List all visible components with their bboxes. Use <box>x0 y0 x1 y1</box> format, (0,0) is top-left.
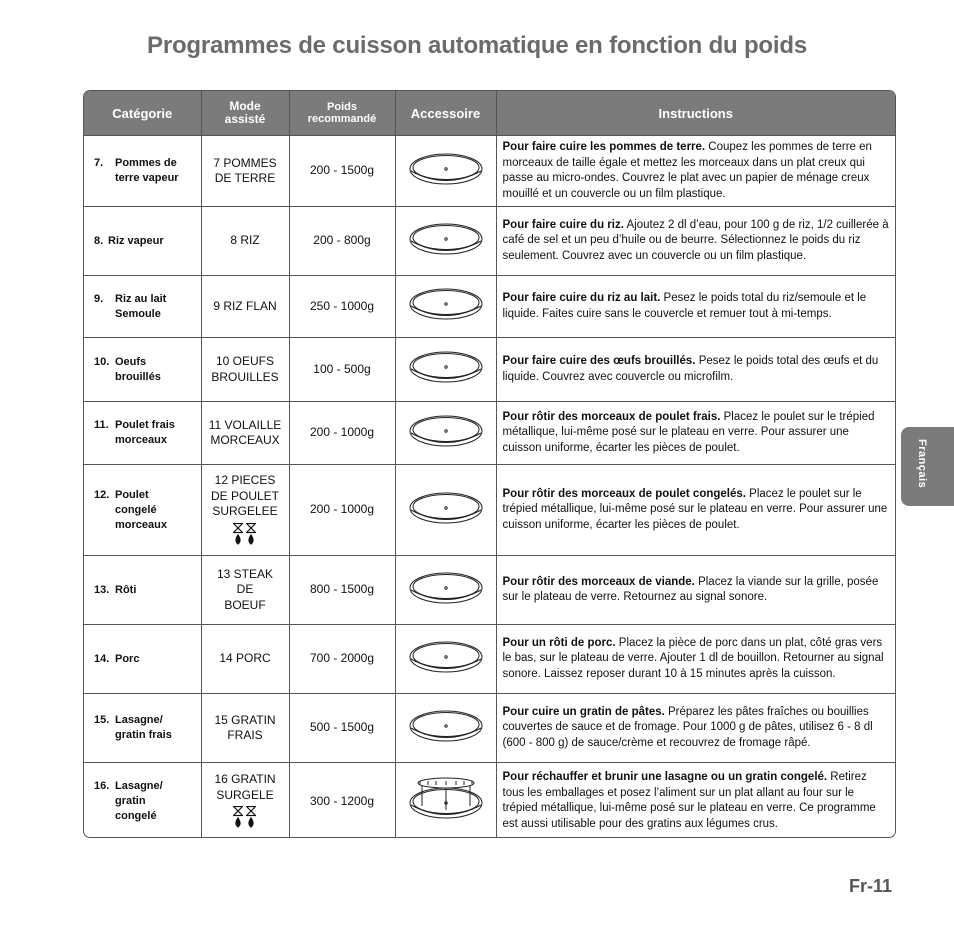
mode-cell <box>201 556 289 625</box>
category-name <box>108 234 164 249</box>
mode-cell <box>201 694 289 763</box>
category-content <box>94 652 195 667</box>
header-mode <box>201 91 289 136</box>
category-content <box>94 488 195 533</box>
category-line: Riz au lait <box>115 292 167 305</box>
program-number: 9. <box>94 292 104 305</box>
mode-cell <box>201 625 289 694</box>
weight-cell: 200 - 800g <box>289 207 395 276</box>
table-row <box>84 276 895 338</box>
category-content <box>94 355 195 385</box>
accessory-cell <box>395 625 496 694</box>
page-title: Programmes de cuisson automatique en fonction du poids <box>147 32 807 59</box>
glass-tray-icon <box>408 348 484 386</box>
category-line: Pommes de <box>115 157 177 169</box>
program-number: 10. <box>94 355 110 368</box>
instructions-cell <box>496 625 895 694</box>
mode-cell <box>201 402 289 465</box>
weight-cell: 800 - 1500g <box>289 556 395 625</box>
mode-line: 9 RIZ FLAN <box>213 298 277 313</box>
category-content <box>94 156 195 186</box>
mode-cell <box>201 207 289 276</box>
category-cell <box>84 556 201 625</box>
glass-tray-icon <box>408 569 484 607</box>
category-line: morceaux <box>115 434 167 446</box>
category-line: Semoule <box>115 307 161 320</box>
category-line: gratin <box>115 794 146 807</box>
category-line: Oeufs <box>115 355 147 368</box>
program-number: 14. <box>94 652 110 665</box>
table-row <box>84 465 895 556</box>
accessory-cell <box>395 402 496 465</box>
category-cell <box>84 136 201 207</box>
accessory-cell <box>395 556 496 625</box>
mode-line: BOEUF <box>224 597 266 612</box>
category-name <box>115 779 163 824</box>
mode-cell <box>201 338 289 402</box>
weight-cell: 700 - 2000g <box>289 625 395 694</box>
mode-line: FRAIS <box>227 728 263 742</box>
accessory-cell <box>395 136 496 207</box>
language-tab-label: Français <box>916 439 928 489</box>
weight-cell: 100 - 500g <box>289 338 395 402</box>
glass-tray-icon <box>408 489 484 527</box>
category-line: morceaux <box>115 518 167 531</box>
program-number: 13. <box>94 583 110 596</box>
mode-line: 10 OEUFS <box>215 354 275 368</box>
table-row <box>84 136 895 207</box>
instructions-text: Pesez le poids total du riz/semoule et le liquide. Faites cuire sans le couvercle et remuer tout à mi-temps. <box>502 292 867 320</box>
mode-line: DE POULET <box>210 488 279 503</box>
category-content <box>94 583 195 598</box>
category-name <box>115 355 161 385</box>
mode-cell <box>201 136 289 207</box>
instructions-heading: Pour rôtir des morceaux de poulet congelés. <box>502 487 746 500</box>
mode-line: 14 PORC <box>219 651 271 666</box>
category-line: congelé <box>115 809 157 822</box>
mode-line: 11 VOLAILLE <box>208 417 282 432</box>
weight-cell: 500 - 1500g <box>289 694 395 763</box>
program-number: 16. <box>94 779 110 792</box>
instructions-text: Coupez les pommes de terre en morceaux de taille égale et mettez les morceaux dans un plat creux qui passe au micro-ondes. Couvrez le plat avec un papier de ménage creux mouillé et un couvercle ou un film plastique. <box>502 141 872 200</box>
weight-cell: 200 - 1000g <box>289 465 395 556</box>
instructions-text: Placez le poulet sur le trépied métallique, lui-même posé sur le plateau en verre. Pour assurer une cuisson uniforme, écarter les pièces de poulet. <box>502 410 875 454</box>
category-name <box>115 652 139 667</box>
instructions-heading: Pour un rôti de porc. <box>502 636 616 649</box>
header-mode-line2: assisté <box>224 112 266 126</box>
category-line: Rôti <box>115 583 137 596</box>
language-tab <box>901 427 954 506</box>
category-line: terre vapeur <box>115 172 179 184</box>
instructions-cell <box>496 556 895 625</box>
category-cell <box>84 625 201 694</box>
instructions-heading: Pour rôtir des morceaux de poulet frais. <box>502 410 721 423</box>
instructions-text: Placez le poulet sur le trépied métallique, lui-même posé sur le plateau en verre. Pour assurer une cuisson uniforme, écarter les pièces de poulet. <box>502 487 888 531</box>
instructions-cell <box>496 763 895 839</box>
category-cell <box>84 207 201 276</box>
program-number: 8. <box>94 234 104 247</box>
weight-cell: 300 - 1200g <box>289 763 395 839</box>
category-content <box>94 234 195 249</box>
mode-line: DE TERRE <box>214 171 276 185</box>
instructions-cell <box>496 402 895 465</box>
instructions-text: Retirez tous les emballages et posez l’aliment sur un plat allant au four sur le trépied métallique, lui-même posé sur le plateau en verre. Ce programme est aussi utilisable pour des gratins aux légumes crus. <box>502 771 876 830</box>
instructions-heading: Pour faire cuire du riz. <box>502 218 624 231</box>
program-number: 12. <box>94 488 110 501</box>
category-line: Lasagne/ <box>115 714 163 726</box>
rack-on-tray-icon <box>408 776 484 822</box>
accessory-cell <box>395 763 496 839</box>
accessory-cell <box>395 465 496 556</box>
mode-cell <box>201 763 289 839</box>
instructions-cell <box>496 276 895 338</box>
glass-tray-icon <box>408 150 484 188</box>
category-name <box>115 488 167 533</box>
table-row <box>84 694 895 763</box>
category-line: brouillés <box>115 370 161 383</box>
mode-line: BROUILLES <box>211 369 279 384</box>
glass-tray-icon <box>408 638 484 676</box>
glass-tray-icon <box>408 412 484 450</box>
frozen-defrost-icon <box>231 523 259 547</box>
page-number: Fr-11 <box>849 876 893 896</box>
instructions-cell <box>496 136 895 207</box>
header-instructions: Instructions <box>496 91 895 136</box>
header-weight-line2: recommandé <box>307 113 377 125</box>
category-name <box>115 583 136 598</box>
category-line: Riz vapeur <box>108 234 164 247</box>
instructions-heading: Pour faire cuire du riz au lait. <box>502 292 661 304</box>
weight-cell: 250 - 1000g <box>289 276 395 338</box>
instructions-text: Placez la pièce de porc dans un plat, côté gras vers le bas, sur le plateau de verre. Ajouter 1 dl de bouillon. Retourner au signal sonore. Laissez reposer durant 10 à 15 minutes après la cuisson. <box>502 636 884 680</box>
category-line: congelé <box>115 503 157 516</box>
weight-cell: 200 - 1000g <box>289 402 395 465</box>
category-content <box>94 713 195 743</box>
instructions-text: Ajoutez 2 dl d’eau, pour 100 g de riz, 1/2 cuillerée à café de sel et un peu d’huile ou de beurre. Sélectionnez le poids du riz seulement. Couvrez avec un couvercle ou un film plastique. <box>502 218 889 262</box>
category-line: Lasagne/ <box>115 779 163 792</box>
category-name <box>115 713 172 743</box>
mode-line: 8 RIZ <box>230 233 260 248</box>
header-weight <box>289 91 395 136</box>
mode-cell <box>201 276 289 338</box>
instructions-text: Préparez les pâtes fraîches ou bouillies couvertes de sauce et de fromage. Pour 1000 g de pâtes, utilisez 6 - 8 dl (600 - 800 g) de sauce/crème et recouvrez de fromage râpé. <box>502 705 873 749</box>
weight-cell: 200 - 1500g <box>289 136 395 207</box>
frozen-defrost-icon <box>231 806 259 830</box>
instructions-heading: Pour cuire un gratin de pâtes. <box>502 705 665 718</box>
mode-line: 13 STEAK DE <box>216 566 274 597</box>
accessory-cell <box>395 276 496 338</box>
instructions-cell <box>496 465 895 556</box>
table-row <box>84 763 895 839</box>
category-name <box>115 292 166 322</box>
program-number: 11. <box>94 419 109 431</box>
accessory-cell <box>395 207 496 276</box>
table-row <box>84 556 895 625</box>
mode-line: 7 POMMES <box>213 155 277 170</box>
programs-table <box>83 90 896 838</box>
category-cell <box>84 763 201 839</box>
glass-tray-icon <box>408 220 484 258</box>
table-row <box>84 338 895 402</box>
instructions-cell <box>496 694 895 763</box>
category-cell <box>84 465 201 556</box>
category-line: Poulet frais <box>115 419 175 431</box>
table-header-row <box>84 91 895 136</box>
mode-line: SURGELE <box>216 787 274 802</box>
category-cell <box>84 694 201 763</box>
category-cell <box>84 402 201 465</box>
category-line: Poulet <box>115 488 149 501</box>
header-weight-line1: Poids <box>327 101 357 113</box>
instructions-heading: Pour faire cuire des œufs brouillés. <box>502 355 696 367</box>
instructions-heading: Pour faire cuire les pommes de terre. <box>502 141 706 153</box>
mode-line: 16 GRATIN <box>214 772 276 787</box>
header-mode-line1: Mode <box>229 99 261 113</box>
category-line: Porc <box>115 652 140 665</box>
header-category: Catégorie <box>84 91 201 136</box>
program-number: 15. <box>94 714 110 726</box>
category-name <box>115 418 175 448</box>
instructions-text: Placez la viande sur la grille, posée sur le plateau de verre. Retournez au signal sonore. <box>502 575 879 603</box>
mode-cell <box>201 465 289 556</box>
instructions-heading: Pour rôtir des morceaux de viande. <box>502 575 695 588</box>
instructions-cell <box>496 338 895 402</box>
glass-tray-icon <box>408 285 484 323</box>
table-row <box>84 207 895 276</box>
category-cell <box>84 338 201 402</box>
category-line: gratin frais <box>115 729 172 741</box>
instructions-heading: Pour réchauffer et brunir une lasagne ou un gratin congelé. <box>502 771 828 784</box>
category-content <box>94 779 195 824</box>
mode-line: 12 PIECES <box>214 473 276 488</box>
table-row <box>84 402 895 465</box>
glass-tray-icon <box>408 707 484 745</box>
instructions-text: Pesez le poids total des œufs et du liquide. Couvrez avec couvercle ou microfilm. <box>502 355 879 383</box>
instructions-cell <box>496 207 895 276</box>
category-content <box>94 418 195 448</box>
program-number: 7. <box>94 157 104 169</box>
header-accessory: Accessoire <box>395 91 496 136</box>
accessory-cell <box>395 694 496 763</box>
mode-line: MORCEAUX <box>210 433 280 447</box>
mode-line: SURGELEE <box>212 504 278 519</box>
category-cell <box>84 276 201 338</box>
accessory-cell <box>395 338 496 402</box>
category-content <box>94 292 195 322</box>
table-row <box>84 625 895 694</box>
mode-line: 15 GRATIN <box>214 712 276 727</box>
category-name <box>115 156 179 186</box>
